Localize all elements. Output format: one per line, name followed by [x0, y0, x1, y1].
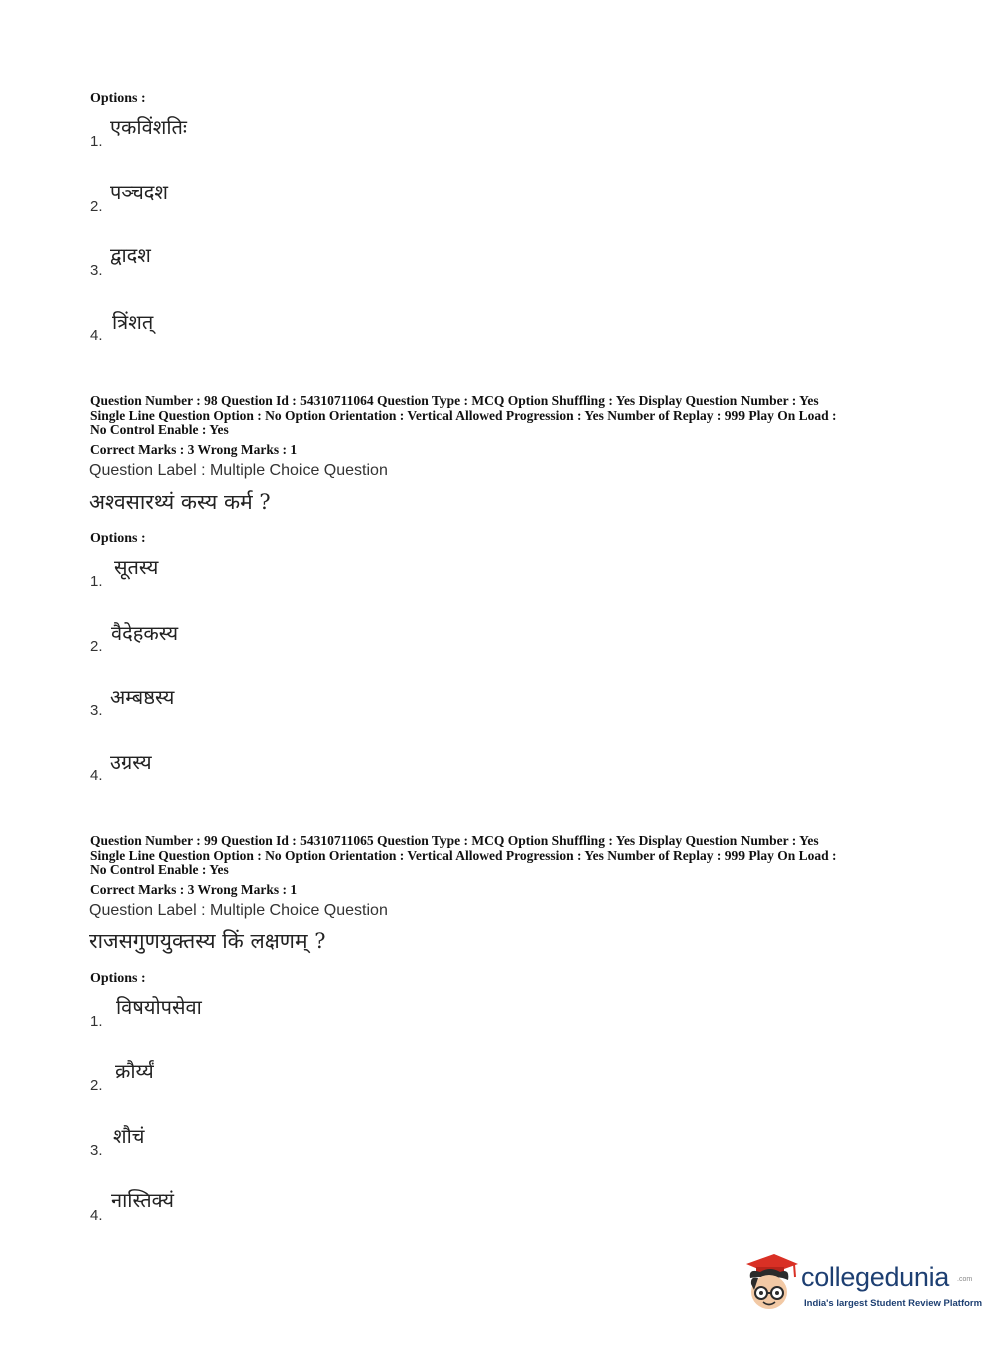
question-meta — [90, 834, 837, 878]
brand-tagline: India's largest Student Review Platform — [804, 1298, 983, 1309]
option-number: 1. — [90, 573, 103, 590]
option-number: 3. — [90, 1142, 103, 1159]
option-text: पञ्चदश — [110, 180, 169, 204]
option-number: 3. — [90, 702, 103, 719]
option-text: सूतस्य — [114, 555, 159, 579]
option-number: 4. — [90, 767, 103, 784]
brand-name: collegedunia — [801, 1262, 950, 1292]
options-heading: Options : — [90, 971, 146, 986]
question-label: Question Label : Multiple Choice Question — [89, 902, 388, 919]
option-number: 2. — [90, 198, 103, 215]
brand-domain: .com — [957, 1276, 973, 1283]
option-number: 3. — [90, 262, 103, 279]
option-text: नास्तिक्यं — [111, 1188, 174, 1212]
option-text: एकविंशतिः — [110, 115, 187, 139]
question-label: Question Label : Multiple Choice Question — [89, 462, 388, 479]
option-number: 2. — [90, 638, 103, 655]
meta-line: No Control Enable : Yes — [90, 862, 229, 878]
mascot-icon — [740, 1250, 800, 1316]
option-text: त्रिंशत् — [112, 310, 154, 334]
meta-line: Single Line Question Option : No Option Orientation : Vertical Allowed Progression : Yes Number of Replay : 999 Play On Load : — [90, 407, 837, 423]
option-number: 2. — [90, 1077, 103, 1094]
options-heading: Options : — [90, 531, 146, 546]
meta-line: No Control Enable : Yes — [90, 422, 229, 438]
option-text: क्रौर्य्यं — [115, 1059, 154, 1083]
meta-line: Question Number : 99 Question Id : 54310711065 Question Type : MCQ Option Shuffling : Yes Display Question Number : Yes — [90, 833, 819, 848]
option-text: अम्बष्ठस्य — [110, 685, 175, 709]
question-text: अश्वसारथ्यं कस्य कर्म ? — [89, 490, 271, 514]
question-meta — [90, 394, 837, 438]
option-number: 4. — [90, 1207, 103, 1224]
marks-line: Correct Marks : 3 Wrong Marks : 1 — [90, 442, 298, 457]
question-text: राजसगुणयुक्तस्य किं लक्षणम् ? — [89, 929, 326, 953]
marks-line: Correct Marks : 3 Wrong Marks : 1 — [90, 882, 298, 897]
option-text: शौचं — [113, 1124, 145, 1148]
option-number: 4. — [90, 327, 103, 344]
option-number: 1. — [90, 1013, 103, 1030]
options-heading: Options : — [90, 91, 146, 106]
option-text: उग्रस्य — [110, 750, 152, 774]
option-text: विषयोपसेवा — [116, 995, 202, 1019]
option-number: 1. — [90, 133, 103, 150]
meta-line: Single Line Question Option : No Option Orientation : Vertical Allowed Progression : Yes Number of Replay : 999 Play On Load : — [90, 847, 837, 863]
option-text: वैदेहकस्य — [111, 621, 179, 645]
option-text: द्वादश — [110, 243, 151, 267]
meta-line: Question Number : 98 Question Id : 54310711064 Question Type : MCQ Option Shuffling : Yes Display Question Number : Yes — [90, 393, 819, 408]
